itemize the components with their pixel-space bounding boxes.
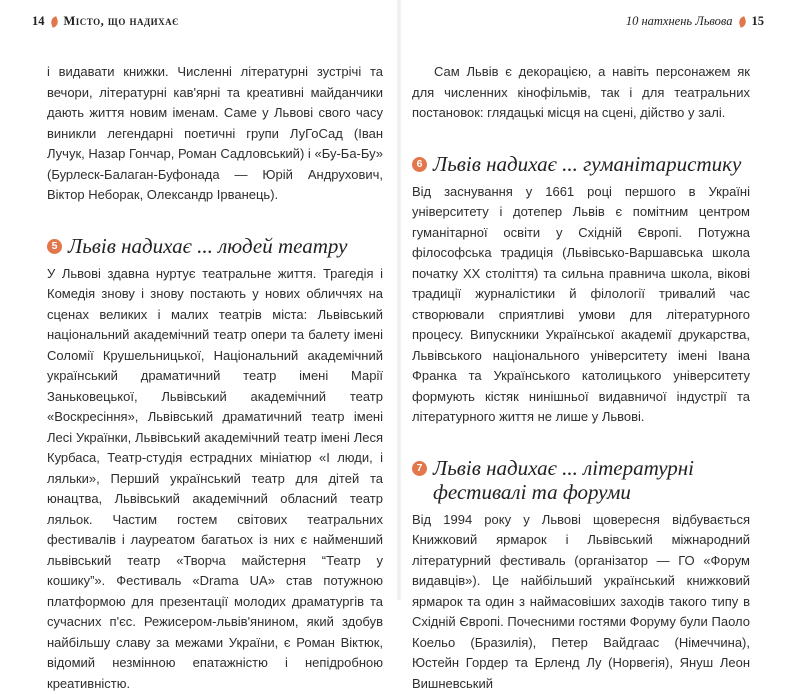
leaf-icon xyxy=(737,16,747,28)
right-running-title: 10 натхнень Львова xyxy=(626,14,733,29)
right-page-column xyxy=(412,62,750,694)
section-heading-text: Львів надихає ... людей театру xyxy=(68,234,347,258)
section-heading-theatre xyxy=(47,234,383,258)
left-page-number: 14 xyxy=(32,14,45,29)
section-body-humanities: Від заснування у 1661 році першого в Україні університету і дотепер Львів є помітним центром гуманітарної освіти у Східній Європі. Потужна філософська традиція (Львівсько-Варшавська школа початку XX століття) та сильна правнича школа, вікові традиції журналістики й філології тривалий час створювали сприятливі умови для літературного процесу. Випускники Української академії друкарства, Львівського національного університету імені Івана Франка та Українського католицького університету формують кістяк нинішньої видавничої індустрії та літературного життя не лише у Львові. xyxy=(412,182,750,428)
section-heading-festivals xyxy=(412,456,750,504)
leaf-icon xyxy=(49,16,59,28)
section-heading-text: Львів надихає ... гуманітаристику xyxy=(433,152,741,176)
left-intro-paragraph: і видавати книжки. Численні літературні зустрічі та вечори, літературні кав'ярні та креативні майданчики дають життя новим іменам. Саме у Львові свого часу виникли легендарні поетичні групи ЛуГоСад (Іван Лучук, Назар Гончар, Роман Садловський) і «Бу-Ба-Бу» (Бурлеск-Балаган-Буфонада — Юрій Андрухович, Віктор Неборак, Олександр Ірванець). xyxy=(47,62,383,206)
right-page-number: 15 xyxy=(752,14,765,29)
right-intro-paragraph: Сам Львів є декорацією, а навіть персонажем як для численних кінофільмів, так і для театральних постановок: глядацькі місця на сцені, дійство у залі. xyxy=(412,62,750,124)
right-running-header xyxy=(626,14,764,29)
left-running-title: Місто, що надихає xyxy=(64,14,179,29)
section-number-badge: 7 xyxy=(412,461,427,476)
section-heading-humanities xyxy=(412,152,750,176)
left-page-column xyxy=(47,62,383,694)
left-running-header xyxy=(32,14,179,29)
section-number-badge: 6 xyxy=(412,157,427,172)
section-heading-text: Львів надихає ... літературні фестивалі та форуми xyxy=(433,456,694,504)
page-gutter xyxy=(396,0,402,600)
section-body-festivals: Від 1994 року у Львові щовересня відбувається Книжковий ярмарок і Львівський міжнародний літературний фестиваль (організатор — ГО «Форум видавців»). Це найбільший український книжковий ярмарок та один з наймасовіших заходів такого типу в Східній Європі. Почесними гостями Форуму були Паоло Коельо (Бразилія), Петер Вайдгаас (Німеччина), Юстейн Гордер та Ерленд Лу (Норвегія), Януш Леон Вишневський xyxy=(412,510,750,694)
section-number-badge: 5 xyxy=(47,239,62,254)
section-body-theatre: У Львові здавна нуртує театральне життя. Трагедія і Комедія знову і знову постають у нових обличчях на сценах великих і малих театрів міста: Львівський національний академічний театр опери та балету імені Соломії Крушельницької, Національний академічний український драматичний театр імені Марії Заньковецької, Львівський академічний театр «Воскресіння», Львівський драматичний театр імені Лесі Українки, Львівський академічний театр імені Леся Курбаса, Театр-студія естрадних мініатюр «І люди, і ляльки», Перший український театр для дітей та юнацтва, Львівський академічний обласний театр ляльок. Частим гостем світових театральних фестивалів і лауреатом багатьох із них є найменший львівський театр «Творча майстерня “Театр у кошику”». Фестиваль «Drama UA» став потужною платформою для презентації молодих драматургів та сучасних п'єс. Режисером-львів'янином, який здобув найбільшу славу за межами України, є Роман Віктюк, відомий незмінною епатажністю і непідробною креативністю. xyxy=(47,264,383,694)
